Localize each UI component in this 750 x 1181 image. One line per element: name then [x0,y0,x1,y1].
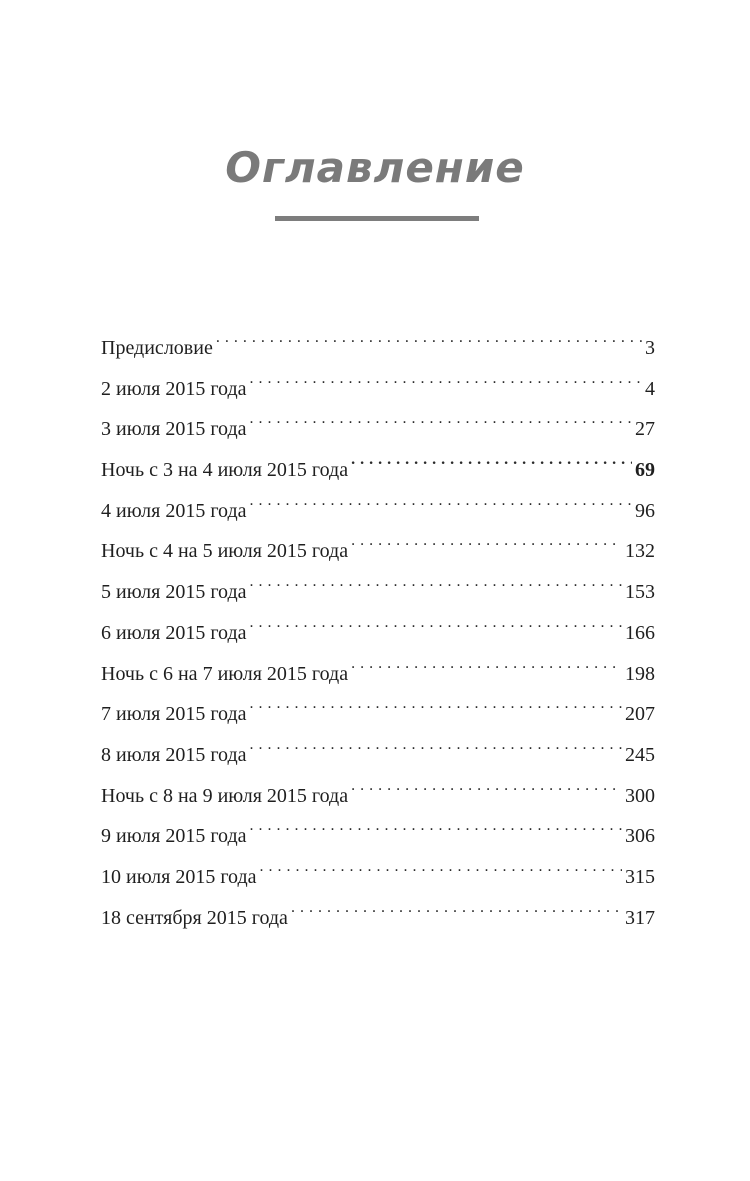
toc-entry-title: Предисловие [101,337,213,359]
toc-entry-title: 7 июля 2015 года [101,703,247,726]
toc-entry-page: 153 [625,581,655,604]
toc-dot-leader [291,904,622,924]
toc-entry [101,697,655,738]
toc-dot-leader [250,822,622,842]
title-underline [275,216,479,221]
toc-dot-leader [216,334,642,354]
toc-entry-title: 5 июля 2015 года [101,581,247,604]
toc-entry-page: 198 [625,662,655,685]
toc-entry-title: 6 июля 2015 года [101,621,247,644]
toc-entry-page: 166 [625,621,655,644]
toc-entry [101,372,655,413]
toc-entry-title: Ночь с 8 на 9 июля 2015 года [101,784,349,807]
toc-entry-title: 3 июля 2015 года [101,418,247,441]
toc-entry [101,534,655,575]
toc-dot-leader [351,782,622,802]
toc-entry [101,779,655,820]
toc-dot-leader [250,497,632,517]
toc-entry-page: 315 [625,865,655,888]
toc-dot-leader [250,375,642,395]
toc-dot-leader [250,619,622,639]
toc-dot-leader [351,660,622,680]
toc-entry [101,453,655,494]
toc-entry [101,901,655,942]
toc-entry-page: 300 [625,784,655,807]
toc-entry [101,412,655,453]
toc-entry [101,860,655,901]
toc-entry-title: 4 июля 2015 года [101,499,247,522]
toc-entry-page: 132 [625,540,655,563]
toc-entry-title: 10 июля 2015 года [101,865,257,888]
toc-dot-leader [250,741,622,761]
toc-entry [101,657,655,698]
toc-entry [101,819,655,860]
toc-entry [101,494,655,535]
toc-dot-leader [351,537,622,557]
toc-entry-title: 2 июля 2015 года [101,377,247,400]
toc-entry-title: Ночь с 4 на 5 июля 2015 года [101,540,349,563]
toc-entry-page: 4 [645,377,655,400]
toc-entry-page: 306 [625,825,655,848]
toc-dot-leader [260,863,622,883]
toc-entry [101,331,655,372]
toc-dot-leader [351,456,632,476]
toc-dot-leader [250,700,622,720]
toc-entry-page: 207 [625,703,655,726]
toc-entry-page: 27 [635,418,655,441]
toc-entry [101,575,655,616]
toc-entry-title: Ночь с 6 на 7 июля 2015 года [101,662,349,685]
toc-entry-page: 96 [635,499,655,522]
table-of-contents [101,331,655,941]
toc-entry-title: 18 сентября 2015 года [101,906,288,929]
toc-entry [101,738,655,779]
toc-entry-page: 3 [645,337,655,359]
toc-entry [101,616,655,657]
toc-entry-page: 69 [635,459,655,482]
toc-entry-title: 9 июля 2015 года [101,825,247,848]
toc-dot-leader [250,578,622,598]
toc-entry-title: Ночь с 3 на 4 июля 2015 года [101,459,349,482]
toc-entry-page: 317 [625,906,655,929]
toc-dot-leader [250,415,632,435]
toc-entry-page: 245 [625,743,655,766]
page-title: Оглавление [225,143,525,192]
toc-entry-title: 8 июля 2015 года [101,743,247,766]
